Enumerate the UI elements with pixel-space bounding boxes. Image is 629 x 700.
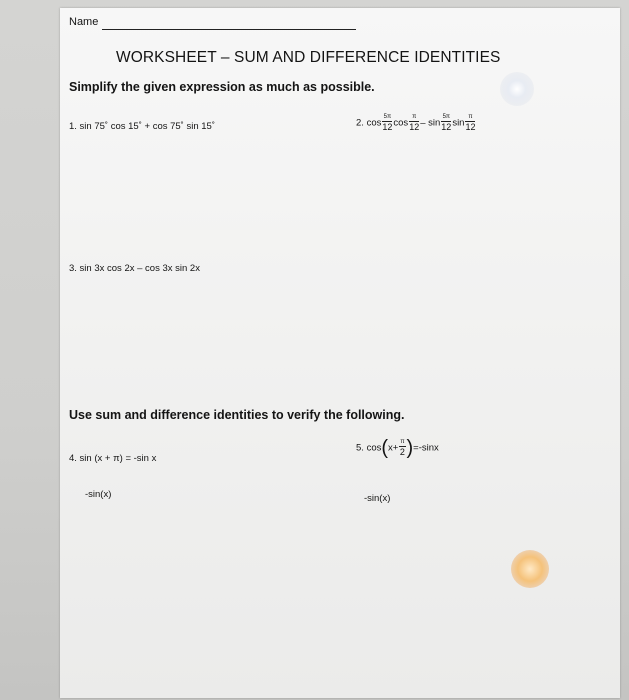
problem-5 (356, 438, 439, 458)
fraction-numerator: π (465, 114, 475, 122)
problem-2-fraction-4 (465, 114, 475, 132)
problem-2-minus: – (420, 117, 426, 129)
simplify-instruction: Simplify the given expression as much as possible. (69, 80, 375, 94)
light-glare-orange (511, 550, 549, 588)
left-paren: ( (381, 437, 389, 459)
problem-5-cos: cos (366, 442, 382, 454)
problem-2-fraction-1 (382, 114, 392, 132)
worksheet-page (60, 8, 620, 698)
problem-2-fraction-3 (441, 114, 451, 132)
light-glare (500, 72, 534, 106)
verify-instruction: Use sum and difference identities to verify the following. (69, 408, 405, 422)
problem-4-answer: -sin(x) (85, 489, 112, 500)
problem-5-x-plus: x+ (388, 442, 399, 454)
problem-2 (356, 114, 476, 132)
problem-2-fraction-2 (409, 114, 419, 132)
problem-1: 1. sin 75˚ cos 15˚ + cos 75˚ sin 15˚ (69, 121, 216, 132)
fraction-denominator: 2 (399, 447, 405, 457)
problem-5-rhs: =-sinx (413, 442, 439, 454)
name-label: Name (69, 16, 99, 28)
problem-2-sin-1: sin (428, 117, 441, 129)
fraction-denominator: 12 (409, 122, 420, 132)
problem-5-number: 5. (356, 442, 364, 454)
worksheet-title: WORKSHEET – SUM AND DIFFERENCE IDENTITIES (116, 49, 501, 66)
problem-2-sin-2: sin (452, 117, 465, 129)
problem-2-number: 2. (356, 117, 364, 129)
right-paren: ) (406, 437, 414, 459)
problem-2-cos-2: cos (393, 117, 409, 129)
problem-5-fraction (399, 439, 405, 457)
fraction-denominator: 12 (441, 122, 452, 132)
fraction-numerator: π (409, 114, 419, 122)
fraction-denominator: 12 (465, 122, 476, 132)
problem-5-answer: -sin(x) (364, 493, 391, 504)
fraction-numerator: 5π (383, 114, 392, 120)
fraction-numerator: 5π (442, 114, 451, 120)
name-blank-line (102, 29, 356, 30)
fraction-denominator: 12 (382, 122, 393, 132)
problem-4: 4. sin (x + π) = -sin x (69, 453, 157, 464)
fraction-numerator: π (400, 439, 405, 445)
problem-3: 3. sin 3x cos 2x – cos 3x sin 2x (69, 263, 200, 274)
problem-2-cos-1: cos (366, 117, 382, 129)
